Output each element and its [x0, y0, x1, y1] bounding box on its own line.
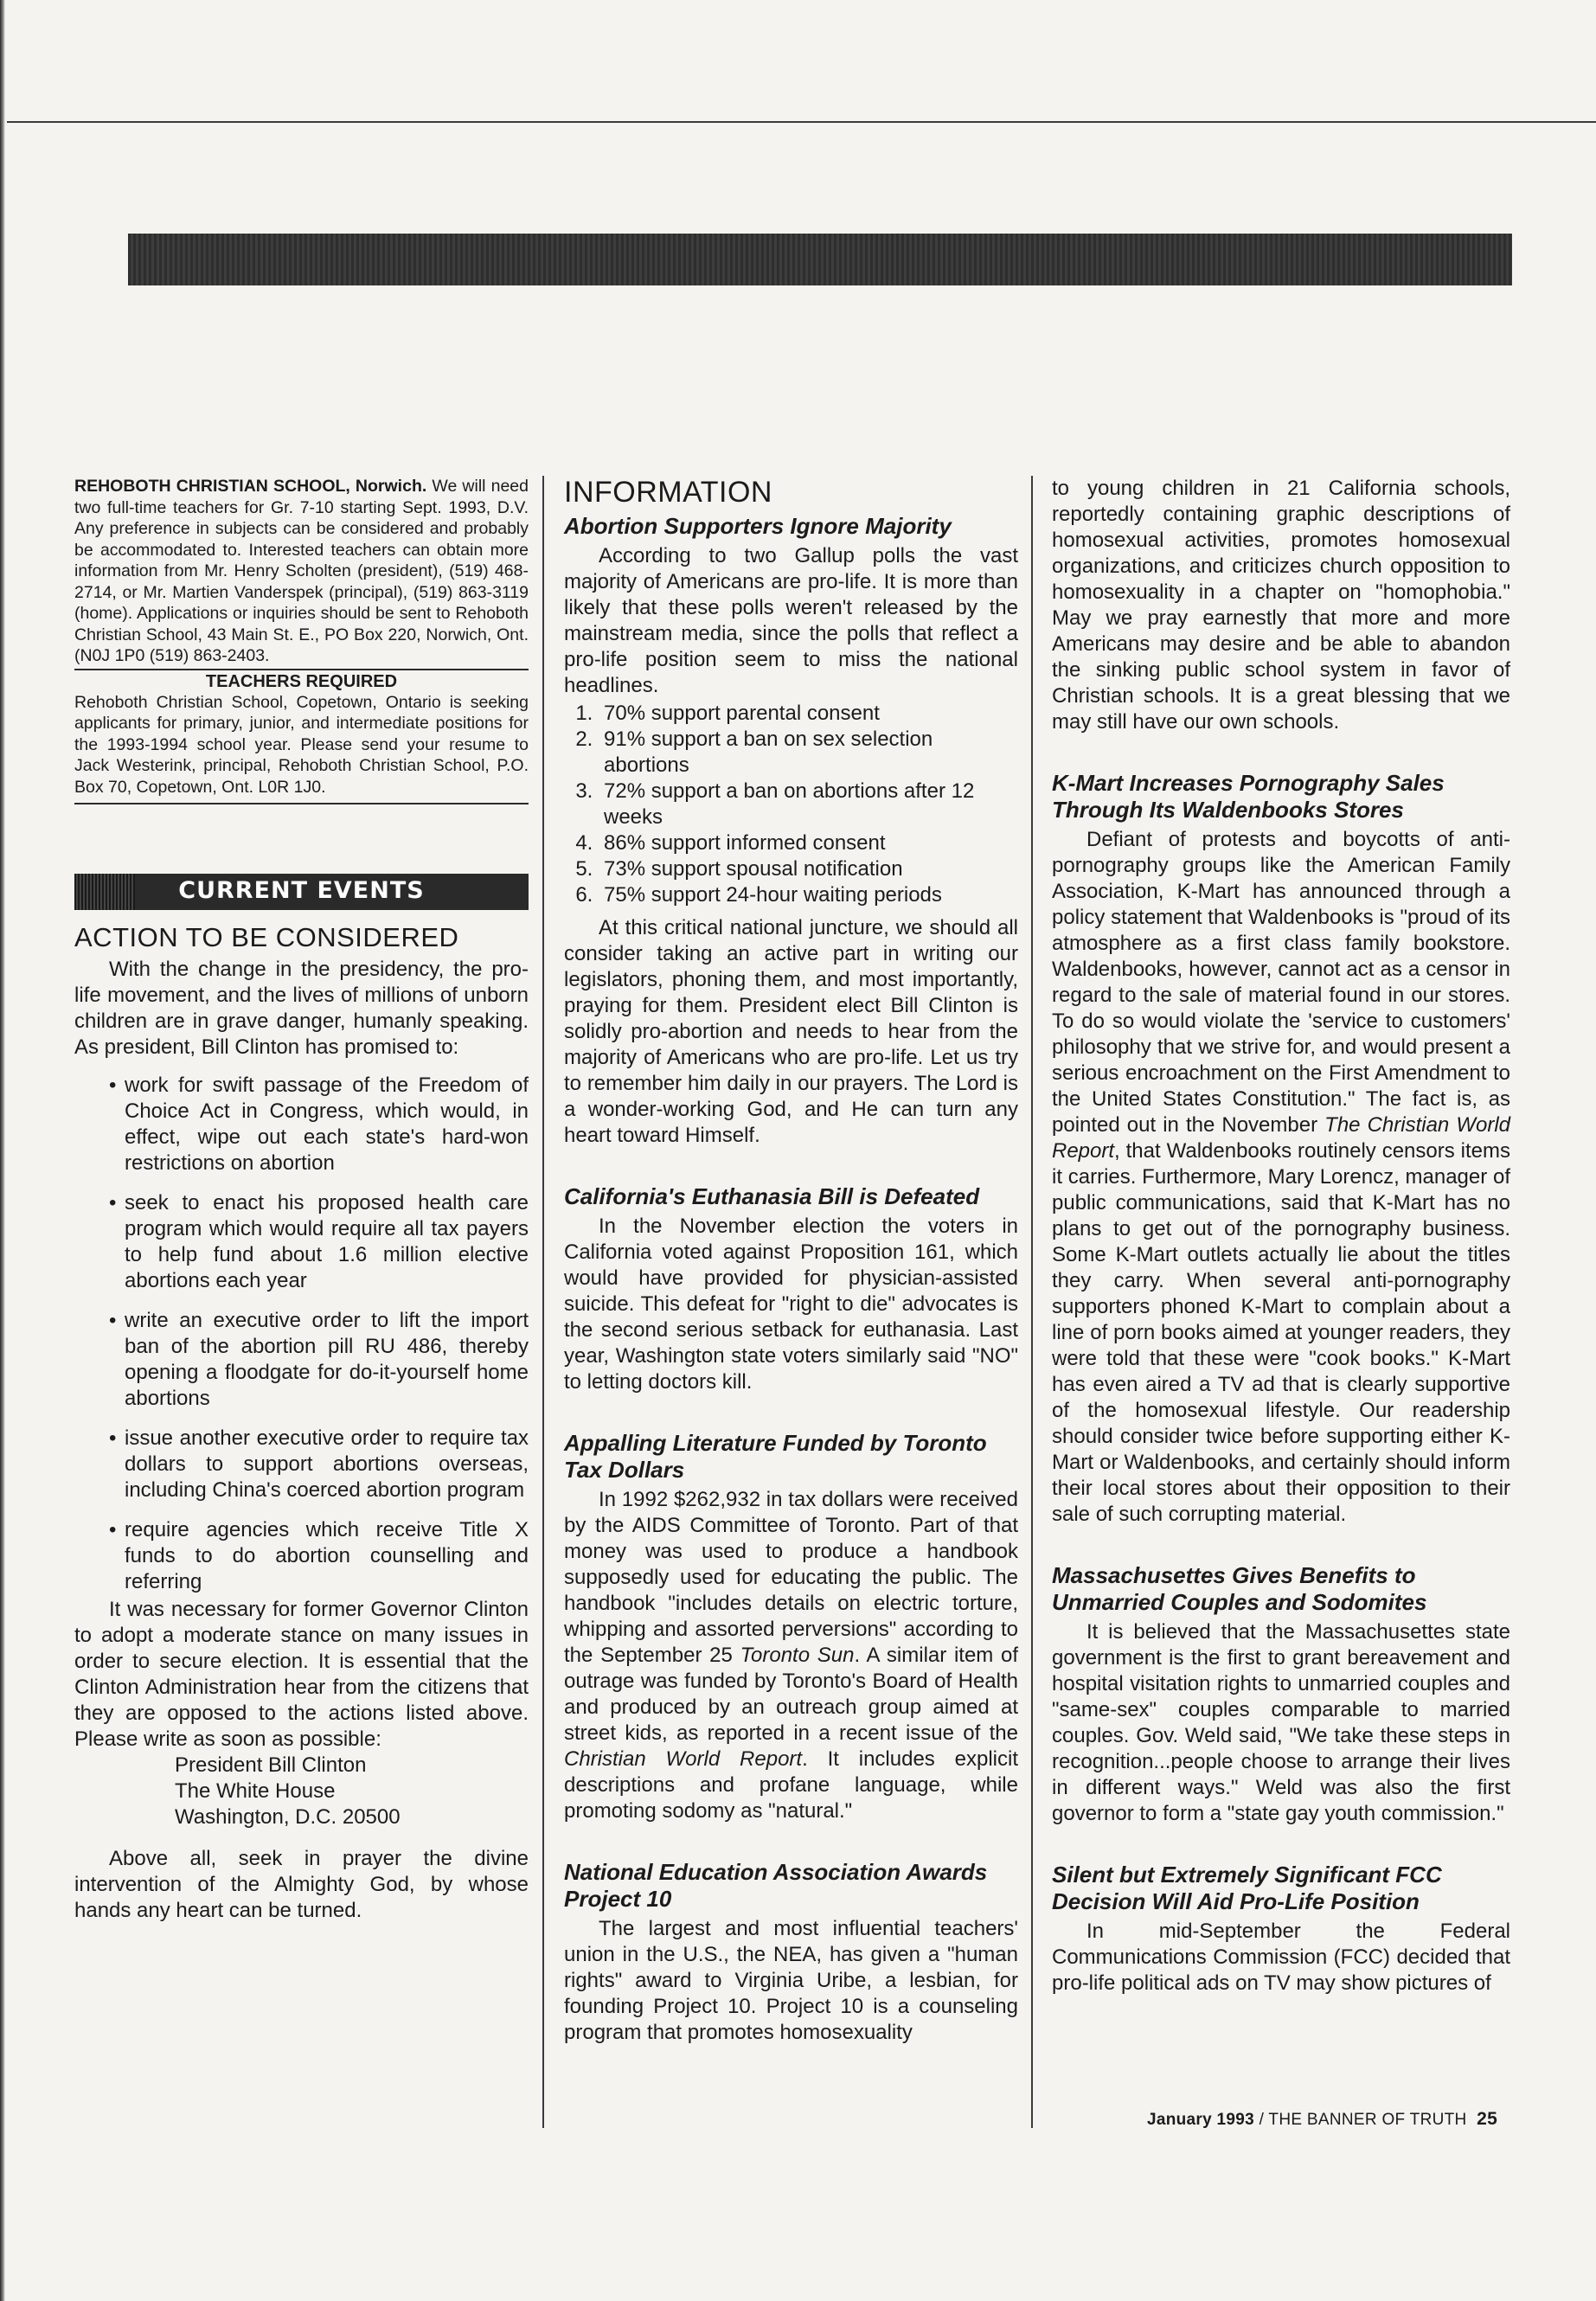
spacer [564, 1149, 1018, 1183]
article-title: K-Mart Increases Pornography Sales Through Its Waldenbooks Stores [1052, 770, 1445, 823]
article-paragraph: In mid-September the Federal Communications Commission (FCC) decided that pro-life political ads on TV may show pictures of [1052, 1920, 1510, 1995]
bullet-list [74, 1073, 529, 1595]
spacer [1052, 735, 1510, 770]
article-paragraph: At this critical national juncture, we should all consider taking an active part in writing our legislators, phoning them, and most importantly, praying for them. President elect Bill Clinton is solidly pro-abortion and needs to hear from the majority of Americans who are pro-life. Let us try to remember him daily in our prayers. The Lord is a wonder-working God, and He can turn any heart toward Himself. [564, 916, 1018, 1147]
article-paragraph: With the change in the presidency, the pro-life movement, and the lives of millions of unborn children are in grave danger, humanly speaking. As president, Bill Clinton has promised to: [74, 958, 529, 1059]
article-paragraph [1052, 827, 1510, 1528]
article-paragraph: According to two Gallup polls the vast majority of Americans are pro-life. It is more than likely that these polls weren't released by the mainstream media, since the polls that reflect a pro-life position seem to miss the national headlines. [564, 544, 1018, 697]
header-banner-bar [128, 234, 1512, 285]
article-heading: ACTION TO BE CONSIDERED [74, 922, 459, 952]
section-banner [74, 874, 529, 910]
section-heading: INFORMATION [564, 476, 772, 509]
article-paragraph: In the November election the voters in California voted against Proposition 161, which would have provided for physician-assisted suicide. This defeat for "right to die" advocates is the second serious setback for euthanasia. Last year, Washington state voters similarly said "NO" to letting doctors kill. [564, 1215, 1018, 1394]
page-footer [1147, 2109, 1497, 2130]
page-scan-edge [0, 0, 5, 2301]
classified-notice [74, 476, 529, 667]
column-right [1052, 476, 1510, 1997]
article-paragraph [564, 1487, 1018, 1824]
section-banner-title: CURRENT EVENTS [178, 877, 425, 904]
text-run: In 1992 $262,932 in tax dollars were received by the AIDS Committee of Toronto. Part of that money was used to produce a handbook supposedly used for educating the public. The handbook "includes details on electric torture, whipping and assorted perversions" according to the September 25 [564, 1488, 1018, 1667]
column-middle [564, 476, 1018, 2046]
top-rule [7, 121, 1596, 123]
spacer [1052, 1827, 1510, 1862]
article-title: Massachusettes Gives Benefits to Unmarried Couples and Sodomites [1052, 1562, 1427, 1615]
poll-list [564, 701, 1018, 908]
spacer [564, 1824, 1018, 1859]
page-number: 25 [1477, 2109, 1498, 2129]
column-divider [542, 476, 544, 2128]
article-title: National Education Association Awards Project 10 [564, 1859, 988, 1912]
text-run: Defiant of protests and boycotts of anti-pornography groups like the American Family Association, K-Mart has announced through a policy statement that Waldenbooks is "proud of its atmosphere as a first class family bookstore. Waldenbooks, however, cannot act as a censor in regard to the sale of material found in our stores. To do so would violate the 'service to customers' philosophy that we strive for, and would present a serious encroachment on the First Amendment to the United States Constitution." The fact is, as pointed out in the November [1052, 828, 1510, 1137]
article-paragraph: It is believed that the Massachusettes state government is the first to grant bereavement and hospital visitation rights to unmarried couples and "same-sex" couples comparable to married couples. Gov. Weld said, "We take these steps in recognition...people choose to arrange their lives in different ways." Weld was also the first governor to form a "state gay youth commission." [1052, 1620, 1510, 1825]
classified-notice: Rehoboth Christian School, Copetown, Ontario is seeking applicants for primary, junior, and intermediate positions for the 1993-1994 school year. Please send your resume to Jack Westerink, principal, Rehoboth Christian School, P.O. Box 70, Copetown, Ont. L0R 1J0. [74, 692, 529, 797]
list-item: • work for swift passage of the Freedom of Choice Act in Congress, which would, in effect, wipe out each state's hard-won restrictions on abortion [116, 1073, 529, 1176]
publication-name: The Christian World Report [1052, 1113, 1510, 1163]
notice-name: REHOBOTH CHRISTIAN SCHOOL, Norwich. [74, 477, 427, 496]
notice-divider [74, 669, 529, 670]
list-item: • seek to enact his proposed health care program which would require all tax payers to help fund about 1.6 million elective abortions each year [116, 1190, 529, 1294]
notice-divider [74, 803, 529, 804]
address-line: The White House [175, 1779, 336, 1803]
article-title: Silent but Extremely Significant FCC Decision Will Aid Pro-Life Position [1052, 1862, 1442, 1914]
issue-date: January 1993 [1147, 2111, 1255, 2129]
address-line: President Bill Clinton [175, 1753, 367, 1777]
article-paragraph: It was necessary for former Governor Clinton to adopt a moderate stance on many issues in order to secure election. It is essential that the Clinton Administration hear from the citizens that they are opposed to the actions listed above. Please write as soon as possible: [74, 1598, 529, 1751]
spacer [564, 1395, 1018, 1430]
text-run: . A similar item of outrage was funded by Toronto's Board of Health and produced by an outreach group aimed at street kids, as reported in a recent issue of the [564, 1644, 1018, 1745]
text-run: . It includes explicit descriptions and profane language, while promoting sodomy as "natural." [564, 1747, 1018, 1823]
notice-heading: TEACHERS REQUIRED [205, 671, 398, 691]
address-line: Washington, D.C. 20500 [175, 1805, 401, 1829]
column-divider [1031, 476, 1033, 2128]
article-paragraph-continued: to young children in 21 California schools, reportedly containing graphic descriptions of homosexual activities, promotes homosexual organizations, and criticizes church opposition to homosexuality in a chapter on "homophobia." May we pray earnestly that more and more Americans may desire and be able to abandon the sinking public school system in favor of Christian schools. It is a great blessing that we may still have our own schools. [1052, 477, 1510, 734]
list-item: • issue another executive order to require tax dollars to support abortions overseas, including China's coerced abortion program [116, 1426, 529, 1503]
article-paragraph: The largest and most influential teachers' union in the U.S., the NEA, has given a "human rights" award to Virginia Uribe, a lesbian, for founding Project 10. Project 10 is a counseling program that promotes homosexuality [564, 1917, 1018, 2044]
article-paragraph: Above all, seek in prayer the divine intervention of the Almighty God, by whose hands any heart can be turned. [74, 1847, 529, 1922]
list-item: 2. 91% support a ban on sex selection abortions [599, 727, 1018, 779]
article-title: Abortion Supporters Ignore Majority [564, 513, 952, 539]
publication-name: Christian World Report [564, 1747, 803, 1771]
list-item: 1. 70% support parental consent [599, 701, 1018, 727]
publication-title: / THE BANNER OF TRUTH [1254, 2111, 1472, 2129]
list-item: 5. 73% support spousal notification [599, 856, 1018, 882]
spacer [1052, 1528, 1510, 1562]
list-item: 4. 86% support informed consent [599, 830, 1018, 856]
article-title: California's Euthanasia Bill is Defeated [564, 1183, 980, 1209]
list-item: • write an executive order to lift the import ban of the abortion pill RU 486, thereby opening a floodgate for do-it-yourself home abortions [116, 1308, 529, 1412]
list-item: • require agencies which receive Title X funds to do abortion counselling and referring [116, 1517, 529, 1595]
notice-text: We will need two full-time teachers for Gr. 7-10 starting Sept. 1993, D.V. Any preference in subjects can be considered and probably be accommodated to. Interested teachers can obtain more information from Mr. Henry Scholten (president), (519) 468-2714, or Mr. Martien Vanderspek (principal), (519) 863-3119 (home). Applications or inquiries should be sent to Rehoboth Christian School, 43 Main St. E., PO Box 220, Norwich, Ont. (N0J 1P0 (519) 863-2403. [74, 477, 529, 665]
article-title: Appalling Literature Funded by Toronto Tax Dollars [564, 1430, 987, 1483]
text-run: , that Waldenbooks routinely censors items it carries. Furthermore, Mary Lorencz, manager of public communications, said that K-Mart has no plans to get out of the pornography business. Some K-Mart outlets actually lie about the titles they carry. When several anti-pornography supporters phoned K-Mart to complain about a line of porn books aimed at younger readers, they were told that these were "cook books." K-Mart has even aired a TV ad that is clearly supportive of the homosexual lifestyle. Our readership should consider twice before supporting either K-Mart or Waldenbooks, and certainly should inform their local stores about their opposition to their sale of such corrupting material. [1052, 1139, 1510, 1526]
list-item: 3. 72% support a ban on abortions after 12 weeks [599, 779, 1018, 830]
publication-name: Toronto Sun [740, 1644, 855, 1667]
list-item: 6. 75% support 24-hour waiting periods [599, 882, 1018, 908]
column-left [74, 476, 529, 1924]
mailing-address [175, 1753, 529, 1830]
